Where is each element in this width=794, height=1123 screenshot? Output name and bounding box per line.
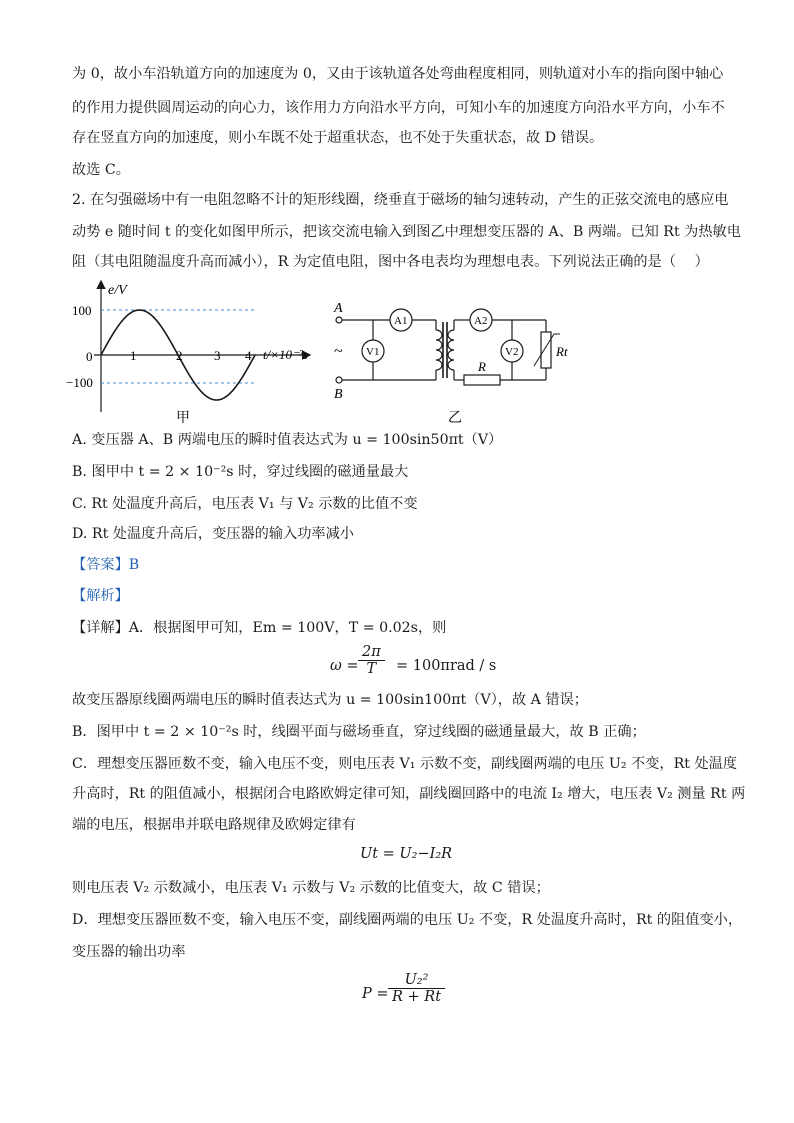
y-tick-min: −100 xyxy=(66,375,93,390)
text-line: 故选 C。 xyxy=(72,162,130,178)
y-tick-max: 100 xyxy=(72,303,92,318)
voltage-equation: Ut = U₂−I₂R xyxy=(360,846,453,862)
detail-line: B．图甲中 t = 2 × 10⁻²s 时，线圈平面与磁场垂直，穿过线圈的磁通量最大，故 B 正确； xyxy=(72,724,646,740)
terminal-a xyxy=(336,317,342,323)
y-axis-label: e/V xyxy=(108,283,127,298)
power-fraction xyxy=(388,972,445,1005)
power-lhs: P = xyxy=(362,986,389,1002)
text-line: 为 0，故小车沿轨道方向的加速度为 0，又由于该轨道各处弯曲程度相同，则轨道对小车的指向图中轴心 xyxy=(72,66,724,82)
transformer-circuit xyxy=(328,296,588,431)
resistor-r xyxy=(464,375,500,385)
option-b: B. 图甲中 t = 2 × 10⁻²s 时，穿过线圈的磁通量最大 xyxy=(72,464,409,480)
secondary-coil xyxy=(448,330,454,370)
terminal-b xyxy=(336,377,342,383)
emf-graph xyxy=(64,276,324,431)
figure-caption-yi: 乙 xyxy=(448,411,462,426)
label-b: B xyxy=(334,387,343,402)
label-rt: Rt xyxy=(556,344,568,359)
option-d: D. Rt 处温度升高后，变压器的输入功率减小 xyxy=(72,526,354,542)
label-a2: A2 xyxy=(474,315,488,327)
option-c: C. Rt 处温度升高后，电压表 V₁ 与 V₂ 示数的比值不变 xyxy=(72,496,418,512)
label-a: A xyxy=(334,301,343,316)
omega-fraction xyxy=(358,644,385,677)
x-tick: 2 xyxy=(176,348,183,363)
detail-line: 升高时，Rt 的阻值减小，根据闭合电路欧姆定律可知，副线圈回路中的电流 I₂ 增大，电压表 V₂ 测量 Rt 两 xyxy=(72,786,746,802)
label-a1: A1 xyxy=(394,315,408,327)
power-denominator: R + Rt xyxy=(392,989,442,1005)
x-tick: 4 xyxy=(245,348,252,363)
detail-line: 端的电压，根据串并联电路规律及欧姆定律有 xyxy=(72,817,356,833)
omega-numerator: 2π xyxy=(358,644,385,661)
omega-rhs: = 100πrad / s xyxy=(396,658,497,674)
label-v1: V1 xyxy=(366,346,380,358)
detail-line: 变压器的输出功率 xyxy=(72,944,186,960)
ac-source-symbol: ~ xyxy=(334,343,343,360)
power-numerator: U₂² xyxy=(388,972,445,989)
detail-line: 【详解】A．根据图甲可知，Em = 100V，T = 0.02s，则 xyxy=(72,620,447,636)
option-a: A. 变压器 A、B 两端电压的瞬时值表达式为 u = 100sin50πt（V） xyxy=(72,432,503,448)
text-line: 的作用力提供圆周运动的向心力，该作用力方向沿水平方向，可知小车的加速度方向沿水平方向，小车不 xyxy=(72,100,725,116)
label-v2: V2 xyxy=(505,346,519,358)
text-line: 存在竖直方向的加速度，则小车既不处于超重状态，也不处于失重状态，故 D 错误。 xyxy=(72,130,604,146)
omega-denominator: T xyxy=(366,661,377,677)
answer-label: 【答案】B xyxy=(72,557,140,573)
question-stem: 2. 在匀强磁场中有一电阻忽略不计的矩形线圈，绕垂直于磁场的轴匀速转动，产生的正弦交流电的感应电 xyxy=(72,192,729,208)
question-stem: 动势 e 随时间 t 的变化如图甲所示，把该交流电输入到图乙中理想变压器的 A、B 两端。已知 Rt 为热敏电 xyxy=(72,224,741,240)
analysis-label: 【解析】 xyxy=(72,588,129,604)
detail-line: 故变压器原线圈两端电压的瞬时值表达式为 u = 100sin100πt（V），故 A 错误； xyxy=(72,692,588,708)
primary-coil xyxy=(436,330,442,370)
label-r: R xyxy=(478,359,486,374)
x-tick: 1 xyxy=(130,348,137,363)
thermistor-rt xyxy=(541,332,551,368)
detail-line: C．理想变压器匝数不变，输入电压不变，则电压表 V₁ 示数不变，副线圈两端的电压 U₂ 不变，Rt 处温度 xyxy=(72,756,738,772)
omega-lhs: ω = xyxy=(330,658,359,674)
question-stem: 阻（其电阻随温度升高而减小），R 为定值电阻，图中各电表均为理想电表。下列说法正确的是（ ） xyxy=(72,254,709,270)
x-axis-label: t/×10⁻²s xyxy=(263,347,308,362)
origin-label: 0 xyxy=(86,349,93,364)
detail-line: D．理想变压器匝数不变，输入电压不变，副线圈两端的电压 U₂ 不变，R 处温度升高时，Rt 的阻值变小， xyxy=(72,912,743,928)
detail-line: 则电压表 V₂ 示数减小，电压表 V₁ 示数与 V₂ 示数的比值变大，故 C 错误； xyxy=(72,880,550,896)
x-tick: 3 xyxy=(214,348,221,363)
figure-caption-jia: 甲 xyxy=(176,411,190,426)
